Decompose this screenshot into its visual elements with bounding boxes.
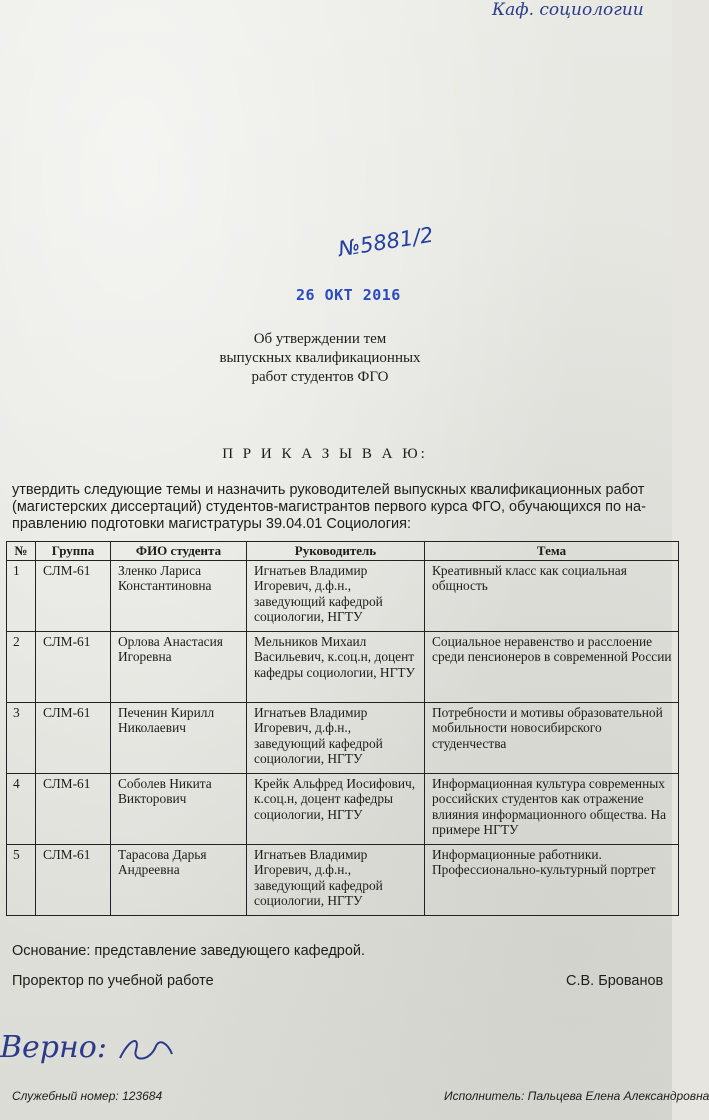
- row-topic: Информационные работники. Профессионально-культурный портрет: [425, 845, 679, 916]
- handwritten-verified-note: [0, 1030, 176, 1066]
- row-num: 2: [7, 632, 36, 703]
- row-topic: Потребности и мотивы образовательной мобильности новосибирского студенчества: [425, 703, 679, 774]
- order-basis: Основание: представление заведующего кафедрой.: [12, 943, 366, 959]
- row-supervisor: Мельников Михаил Васильевич, к.соц.н, доцент кафедры социологии, НГТУ: [247, 632, 425, 703]
- row-student: Орлова Анастасия Игоревна: [111, 632, 247, 703]
- row-supervisor: Крейк Альфред Иосифович, к.соц.н, доцент кафедры социологии, НГТУ: [247, 774, 425, 845]
- row-group: СЛМ-61: [36, 774, 111, 845]
- row-student: Печенин Кирилл Николаевич: [111, 703, 247, 774]
- row-num: 4: [7, 774, 36, 845]
- signer-name: С.В. Брованов: [566, 973, 664, 989]
- row-student: Соболев Никита Викторович: [111, 774, 247, 845]
- signer-position: Проректор по учебной работе: [12, 973, 214, 989]
- table-row: [7, 632, 679, 703]
- table-header-row: [7, 542, 679, 561]
- registration-number: №5881/2: [336, 222, 436, 262]
- handwritten-department-note: Каф. социологии: [492, 0, 644, 20]
- verified-text: Верно:: [0, 1030, 117, 1065]
- service-number: Служебный номер: 123684: [12, 1089, 163, 1103]
- header-student: ФИО студента: [111, 542, 247, 561]
- order-intro-text: утвердить следующие темы и назначить руководителей выпускных квалификационных работ (магистерских диссертаций) студентов-магистрантов первого курса ФГО, обучающихся по на- правлению подготовки магистратуры 39.04.01 Социология:: [12, 482, 646, 532]
- row-supervisor: Игнатьев Владимир Игоревич, д.ф.н., заведующий кафедрой социологии, НГТУ: [247, 845, 425, 916]
- row-group: СЛМ-61: [36, 632, 111, 703]
- subject-line: выпускных квалификационных: [219, 350, 421, 366]
- header-group: Группа: [36, 542, 111, 561]
- row-supervisor: Игнатьев Владимир Игоревич, д.ф.н., заведующий кафедрой социологии, НГТУ: [247, 703, 425, 774]
- row-topic: Информационная культура современных российских студентов как отражение влияния информационного общества. На примере НГТУ: [425, 774, 679, 845]
- row-num: 1: [7, 561, 36, 632]
- header-num: №: [7, 542, 36, 561]
- table-row: [7, 774, 679, 845]
- order-subject: [0, 330, 640, 387]
- row-group: СЛМ-61: [36, 703, 111, 774]
- header-topic: Тема: [425, 542, 679, 561]
- subject-line: Об утверждении тем: [253, 331, 387, 347]
- row-student: Тарасова Дарья Андреевна: [111, 845, 247, 916]
- subject-line: работ студентов ФГО: [251, 369, 389, 385]
- row-topic: Креативный класс как социальная общность: [425, 561, 679, 632]
- row-group: СЛМ-61: [36, 845, 111, 916]
- row-supervisor: Игнатьев Владимир Игоревич, д.ф.н., заведующий кафедрой социологии, НГТУ: [247, 561, 425, 632]
- table-row: [7, 703, 679, 774]
- table-row: [7, 561, 679, 632]
- row-group: СЛМ-61: [36, 561, 111, 632]
- executor-name: Исполнитель: Пальцева Елена Александровна: [444, 1089, 709, 1103]
- thesis-topics-table: [6, 541, 679, 916]
- date-stamp: 26 ОКТ 2016: [296, 286, 401, 304]
- row-topic: Социальное неравенство и расслоение среди пенсионеров в современной России: [425, 632, 679, 703]
- header-supervisor: Руководитель: [247, 542, 425, 561]
- table-row: [7, 845, 679, 916]
- row-num: 5: [7, 845, 36, 916]
- row-num: 3: [7, 703, 36, 774]
- order-heading: П Р И К А З Ы В А Ю:: [222, 446, 428, 462]
- row-student: Зленко Лариса Константиновна: [111, 561, 247, 632]
- signature-scribble-icon: [116, 1032, 176, 1066]
